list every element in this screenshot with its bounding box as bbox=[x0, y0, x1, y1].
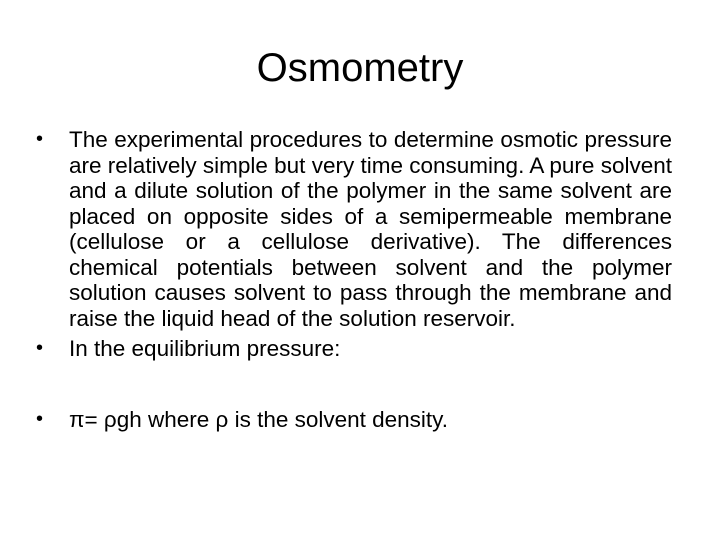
bullet-list bbox=[36, 127, 672, 432]
bullet-text: π= ρgh where ρ is the solvent density. bbox=[69, 406, 449, 432]
bullet-item bbox=[36, 407, 672, 433]
bullet-text: In the equilibrium pressure: bbox=[69, 336, 341, 361]
bullet-marker-icon: • bbox=[36, 128, 44, 150]
slide-title: Osmometry bbox=[256, 46, 464, 90]
bullet-text: The experimental procedures to determine osmotic pressure are relatively simple but very time consuming. A pure solvent and a dilute solution of the polymer in the same solvent are placed on opposite sides of a semipermeable membrane (cellulose or a cellulose derivative). The differences chemical potentials between solvent and the polymer solution causes solvent to pass through the membrane and raise the liquid head of the solution reservoir. bbox=[69, 127, 672, 331]
bullet-item bbox=[36, 127, 672, 331]
bullet-item bbox=[36, 336, 672, 362]
bullet-marker-icon: • bbox=[36, 407, 44, 430]
bullet-marker-icon: • bbox=[36, 337, 44, 359]
